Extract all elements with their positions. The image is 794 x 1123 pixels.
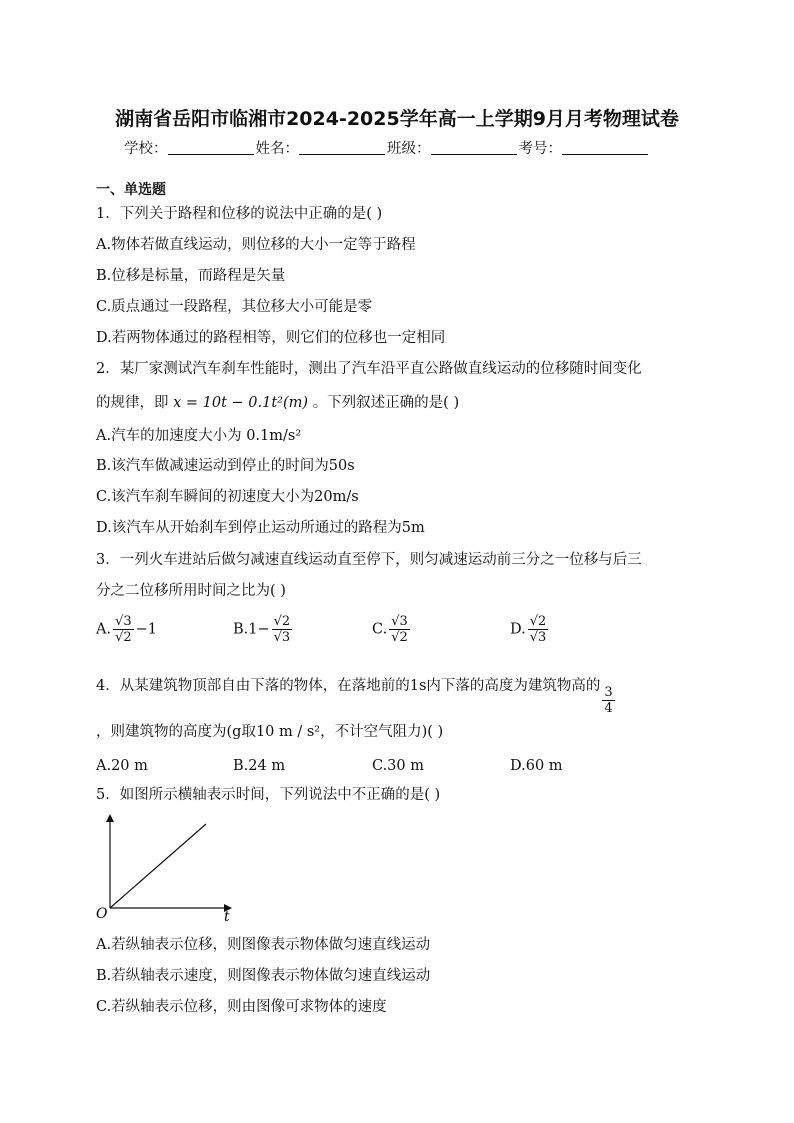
q1-option-b: B.位移是标量，而路程是矢量 [96, 268, 286, 284]
q2-option-c: C.该汽车刹车瞬间的初速度大小为20m/s [96, 489, 359, 505]
q4-frac-num: 3 [604, 685, 613, 700]
q2-option-a: A.汽车的加速度大小为 0.1m/s² [96, 428, 302, 444]
q2-option-d: D.该汽车从开始刹车到停止运动所通过的路程为5m [96, 520, 425, 536]
q3-b-head: 1− [248, 621, 270, 638]
class-blank [431, 140, 517, 155]
q3-c-den: √2 [391, 630, 408, 645]
q3-c-fraction [389, 614, 410, 645]
q3-b-num: √2 [273, 614, 291, 629]
q3-c-label: C. [372, 621, 388, 638]
q3-d-num: √2 [529, 614, 547, 629]
q5-t-axis-label: t [224, 909, 230, 925]
q3-option-b [233, 614, 294, 645]
q2-stem-post: 。下列叙述正确的是( ) [312, 395, 460, 411]
section-heading: 一、单选题 [96, 182, 166, 198]
q5-option-a: A.若纵轴表示位移，则图像表示物体做匀速直线运动 [96, 937, 431, 953]
q4-stem-text: 4．从某建筑物顶部自由下落的物体，在落地前的1s内下落的高度为建筑物高的 [96, 678, 601, 694]
q4-option-a: A.20 m [96, 758, 148, 774]
q3-stem-line2: 分之二位移所用时间之比为( ) [96, 583, 286, 599]
q3-b-fraction [272, 614, 293, 645]
q2-option-b: B.该汽车做减速运动到停止的时间为50s [96, 458, 355, 474]
q5-option-c: C.若纵轴表示位移，则由图像可求物体的速度 [96, 999, 387, 1015]
number-blank [562, 140, 648, 155]
q3-b-label: B. [233, 621, 249, 638]
q5-stem: 5．如图所示横轴表示时间，下列说法中不正确的是( ) [96, 787, 441, 803]
q3-a-label: A. [96, 621, 112, 638]
q1-option-d: D.若两物体通过的路程相等，则它们的位移也一定相同 [96, 330, 446, 346]
q3-a-tail: −1 [135, 621, 158, 638]
q5-option-b: B.若纵轴表示速度，则图像表示物体做匀速直线运动 [96, 968, 431, 984]
q1-option-a: A.物体若做直线运动，则位移的大小一定等于路程 [96, 237, 416, 253]
class-label: 班级： [387, 141, 431, 157]
q1-option-c: C.质点通过一段路程，其位移大小可能是零 [96, 299, 373, 315]
q2-formula: x = 10t − 0.1t²(m) [173, 395, 309, 411]
q3-d-label: D. [510, 621, 526, 638]
q3-a-den: √2 [115, 630, 132, 645]
number-label: 考号： [518, 141, 562, 157]
q3-a-fraction [113, 614, 134, 645]
q3-option-d [510, 614, 550, 645]
school-blank [168, 140, 254, 155]
q3-d-den: √3 [529, 630, 547, 645]
q5-graph [92, 810, 242, 925]
q4-option-d: D.60 m [510, 758, 563, 774]
q3-c-num: √3 [391, 614, 408, 629]
q2-stem-pre: 的规律，即 [96, 395, 169, 411]
school-label: 学校： [124, 141, 168, 157]
q3-option-c [372, 614, 412, 645]
name-blank [299, 140, 385, 155]
q4-option-b: B.24 m [233, 758, 286, 774]
q3-d-fraction [528, 614, 549, 645]
q4-fraction [602, 685, 614, 716]
name-label: 姓名： [255, 141, 299, 157]
q2-stem-line2 [96, 393, 459, 413]
q3-a-num: √3 [115, 614, 132, 629]
q3-stem-line1: 3．一列火车进站后做匀减速直线运动直至停下，则匀减速运动前三分之一位移与后三 [96, 552, 642, 568]
student-info-row [124, 137, 650, 158]
q2-stem-line1: 2．某厂家测试汽车刹车性能时，测出了汽车沿平直公路做直线运动的位移随时间变化 [96, 361, 642, 377]
q4-frac-den: 4 [604, 701, 613, 716]
q1-stem: 1．下列关于路程和位移的说法中正确的是( ) [96, 206, 383, 222]
q5-graph-line [110, 824, 206, 908]
q3-b-den: √3 [273, 630, 291, 645]
page-title: 湖南省岳阳市临湘市2024-2025学年高一上学期9月月考物理试卷 [115, 108, 679, 130]
q5-origin-label: O [96, 906, 108, 922]
q4-stem-line1 [96, 676, 617, 716]
q3-option-a [96, 614, 157, 645]
q4-option-c: C.30 m [372, 758, 424, 774]
q4-stem-line2: ，则建筑物的高度为(g取10 m / s²，不计空气阻力)( ) [96, 724, 444, 740]
